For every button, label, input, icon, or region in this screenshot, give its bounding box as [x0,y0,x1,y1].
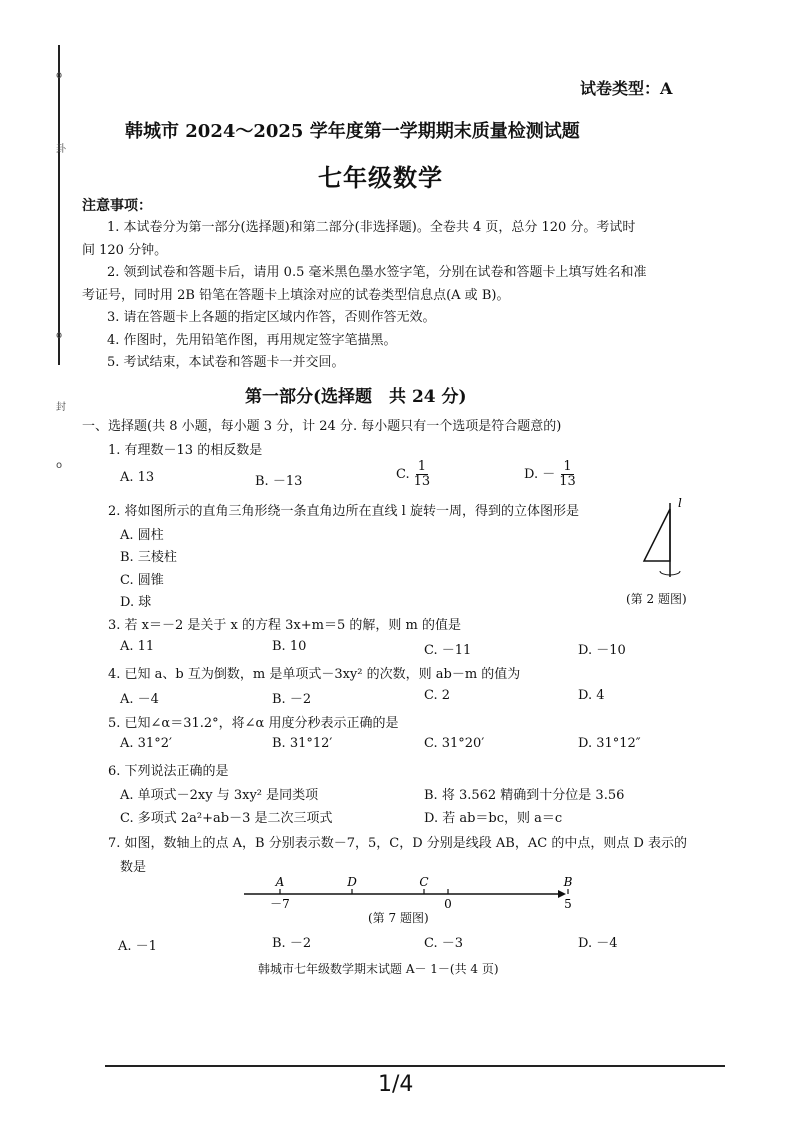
binding-mark: 卦 [56,144,66,155]
option-d: D. －4 [578,936,618,951]
option-a: A. 31°2′ [120,736,172,751]
question-stem: 1. 有理数－13 的相反数是 [108,443,263,458]
option-b: B. 三棱柱 [120,550,177,565]
question-stem: 3. 若 x＝－2 是关于 x 的方程 3x+m＝5 的解，则 m 的值是 [108,618,461,633]
figure-caption: (第 2 题图) [626,592,687,606]
question-stem: 6. 下列说法正确的是 [108,764,229,779]
option-d: D. 31°12″ [578,736,641,751]
paper-type: 试卷类型：A [580,79,673,98]
binding-mark: o [56,330,63,341]
option-b: B. －2 [272,692,312,707]
exam-title: 韩城市 2024～2025 学年度第一学期期末质量检测试题 [125,121,580,142]
option-a: A. －1 [118,939,157,954]
binding-mark: o [56,70,63,81]
page-indicator: 1/4 [378,1072,414,1097]
option-d: D. 球 [120,595,152,610]
option-d: D. 4 [578,688,605,703]
scan-edge-line [105,1065,725,1067]
option-a: A. 11 [120,639,155,654]
part-title: 第一部分(选择题 共 24 分) [245,387,467,407]
tick-value: －7 [270,897,290,911]
note-line: 2. 领到试卷和答题卡后，请用 0.5 毫米黑色墨水签字笔，分别在试卷和答题卡上填写姓名和准 [107,265,647,280]
page-footer: 韩城市七年级数学期末试题 A－ 1－(共 4 页) [258,962,499,976]
triangle-rotation-figure [630,495,700,585]
fraction [557,460,578,489]
numerator: 1 [417,459,427,474]
option-prefix: C. [396,467,410,482]
option-c: C. －3 [424,936,464,951]
option-a: A. －4 [120,692,159,707]
question-stem: 7. 如图，数轴上的点 A，B 分别表示数－7，5，C，D 分别是线段 AB，AC 的中点，则点 D 表示的 [108,836,688,851]
option-b: B. 31°12′ [272,736,333,751]
option-c [396,460,432,489]
point-label: D [347,875,357,889]
note-line: 间 120 分钟。 [82,243,168,258]
option-d [524,460,578,489]
option-c: C. 31°20′ [424,736,485,751]
question-stem-cont: 数是 [120,860,147,875]
option-a: A. 圆柱 [120,528,164,543]
subject-title: 七年级数学 [318,163,443,192]
option-b: B. －2 [272,936,312,951]
tick-value: 0 [444,897,452,911]
option-d: D. －10 [578,643,626,658]
option-d: D. 若 ab＝bc，则 a＝c [424,811,563,826]
option-c: C. 2 [424,688,451,703]
note-line: 1. 本试卷分为第一部分(选择题)和第二部分(非选择题)。全卷共 4 页，总分 120 分。考试时 [107,220,636,235]
note-line: 5. 考试结束，本试卷和答题卡一并交回。 [107,355,345,370]
option-a: A. 单项式－2xy 与 3xy² 是同类项 [120,788,319,803]
option-b: B. 10 [272,639,307,654]
option-c: C. 多项式 2a²+ab－3 是二次三项式 [120,811,333,826]
note-line: 考证号，同时用 2B 铅笔在答题卡上填涂对应的试卷类型信息点(A 或 B)。 [82,288,510,303]
number-line-figure [240,874,573,914]
binding-mark: o [56,460,63,471]
option-b: B. －13 [255,474,303,489]
question-stem: 4. 已知 a、b 互为倒数，m 是单项式－3xy² 的次数，则 ab－m 的值为 [108,667,521,682]
option-c: C. 圆锥 [120,573,164,588]
right-triangle [644,509,670,561]
option-c: C. －11 [424,643,472,658]
numerator: 1 [563,459,572,474]
point-label: C [419,875,429,889]
axis-label: l [678,496,682,510]
point-label: B [563,875,573,889]
tick-value: 5 [564,897,572,911]
note-line: 3. 请在答题卡上各题的指定区域内作答，否则作答无效。 [107,310,436,325]
question-stem: 2. 将如图所示的直角三角形绕一条直角边所在直线 l 旋转一周，得到的立体图形是 [108,504,579,519]
section-intro: 一、选择题(共 8 小题，每小题 3 分，计 24 分. 每小题只有一个选项是符合题意的) [82,419,562,434]
note-line: 4. 作图时，先用铅笔作图，再用规定签字笔描黑。 [107,333,397,348]
fraction [412,460,433,489]
option-a: A. 13 [120,470,155,485]
binding-line [56,45,63,365]
option-b: B. 将 3.562 精确到十分位是 3.56 [424,788,625,803]
point-label: A [275,875,285,889]
denominator: 13 [413,474,431,489]
figure-caption: (第 7 题图) [368,911,429,925]
binding-mark: 封 [56,402,66,413]
question-stem: 5. 已知∠α＝31.2°，将∠α 用度分秒表示正确的是 [108,716,399,731]
option-prefix: D. － [524,467,556,482]
denominator: 13 [559,474,576,489]
notes-heading: 注意事项： [82,198,152,214]
